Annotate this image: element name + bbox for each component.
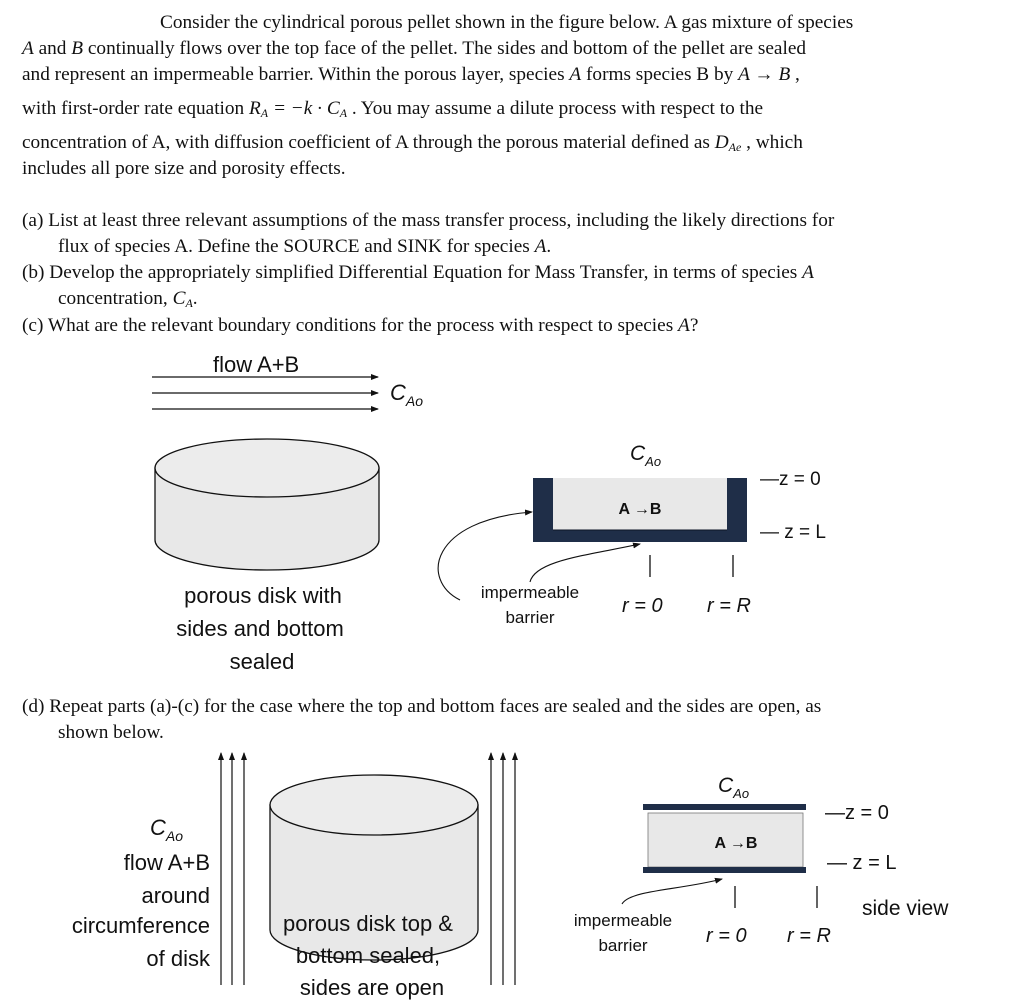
zL-label: — z = L (760, 522, 826, 543)
c-subscript: Ao (405, 393, 424, 409)
question-a-line-1: (a) List at least three relevant assumptions of the mass transfer process, including the likely directions for (22, 210, 835, 231)
intro-line-1: Consider the cylindrical porous pellet shown in the figure below. A gas mixture of species (160, 12, 854, 33)
subscript: A (339, 106, 348, 120)
species-a: A (569, 64, 582, 85)
barrier-label: impermeable (573, 911, 673, 930)
text: ? (689, 315, 699, 336)
reaction-label: A →B (618, 501, 662, 518)
flow-label: flow A+B (213, 352, 300, 377)
text: and represent an impermeable barrier. Within the porous layer, species (22, 64, 570, 85)
r0-label: r = 0 (706, 925, 747, 947)
rate-expression: = −k · C (268, 98, 340, 119)
question-d-line-2: shown below. (58, 722, 164, 743)
c-subscript: Ao (733, 786, 750, 801)
text: . You may assume a dilute process with respect to the (347, 98, 764, 119)
species-a: A (678, 315, 690, 336)
disk-caption: porous disk with (184, 583, 342, 608)
c-symbol: C (630, 442, 646, 465)
text: flux of species A. Define the SOURCE and SINK for species (58, 236, 535, 257)
barrier-label: barrier (505, 608, 555, 627)
disk-caption: porous disk top & (283, 911, 453, 936)
barrier-pointer-arrow (622, 879, 722, 904)
text: forms species B by (581, 64, 739, 85)
rate-symbol: R (249, 98, 261, 119)
side-view-label: side view (862, 897, 949, 920)
rR-label: r = R (707, 595, 751, 617)
c-subscript: Ao (165, 828, 184, 844)
diffusivity-symbol: D (714, 132, 729, 153)
disk-caption: bottom sealed, (295, 943, 441, 968)
c-symbol: C (718, 774, 734, 797)
species-a: A (802, 262, 814, 283)
reaction: A → B (738, 64, 791, 85)
text: and (33, 38, 72, 59)
text: , which (741, 132, 803, 153)
species-b: B (71, 38, 84, 59)
reaction-label: A →B (714, 835, 758, 852)
question-d-line-1: (d) Repeat parts (a)-(c) for the case where the top and bottom faces are sealed and the sides are open, as (22, 696, 822, 717)
concentration-label (390, 380, 423, 409)
text: continually flows over the top face of the pellet. The sides and bottom of the pellet are sealed (83, 38, 807, 59)
subscript: Ae (728, 140, 742, 154)
text: (b) Develop the appropriately simplified Differential Equation for Mass Transfer, in terms of species (22, 262, 803, 283)
barrier-label: impermeable (480, 583, 580, 602)
figure-1 (152, 352, 826, 674)
c-symbol: C (150, 815, 166, 840)
species-a: A (22, 38, 34, 59)
text: with first-order rate equation (22, 98, 250, 119)
c-subscript: Ao (645, 454, 662, 469)
flow-label: of disk (146, 946, 210, 971)
rR-label: r = R (787, 925, 831, 947)
concentration-label (718, 774, 749, 801)
text: concentration of A, with diffusion coefficient of A through the porous material defined as (22, 132, 715, 153)
flow-label: around (141, 883, 210, 908)
text: concentration, (58, 288, 173, 309)
disk-caption: sealed (229, 649, 295, 674)
concentration-label (150, 815, 183, 844)
barrier-pointer-arrow (530, 544, 640, 582)
figure-2 (72, 753, 949, 1000)
species-a: A (534, 236, 547, 257)
flow-label: flow A+B (123, 850, 210, 875)
concentration-symbol: C (172, 288, 186, 309)
barrier-label: barrier (598, 936, 648, 955)
text: (c) What are the relevant boundary conditions for the process with respect to species (22, 315, 679, 336)
disk-caption: sides and bottom (176, 616, 344, 641)
text: . (546, 236, 552, 257)
concentration-label (630, 442, 661, 469)
r0-label: r = 0 (622, 595, 663, 617)
zL-label: — z = L (827, 852, 897, 874)
c-symbol: C (390, 380, 406, 405)
porous-disk-cylinder (155, 439, 379, 570)
text: , (790, 64, 800, 85)
text: . (192, 288, 198, 309)
disk-caption: sides are open (299, 975, 445, 1000)
z0-label: —z = 0 (760, 469, 821, 490)
subscript: A (185, 296, 193, 310)
intro-line-6: includes all pore size and porosity effects. (22, 158, 346, 179)
subscript: A (260, 106, 269, 120)
z0-label: —z = 0 (825, 802, 889, 824)
flow-label: circumference (71, 913, 210, 938)
